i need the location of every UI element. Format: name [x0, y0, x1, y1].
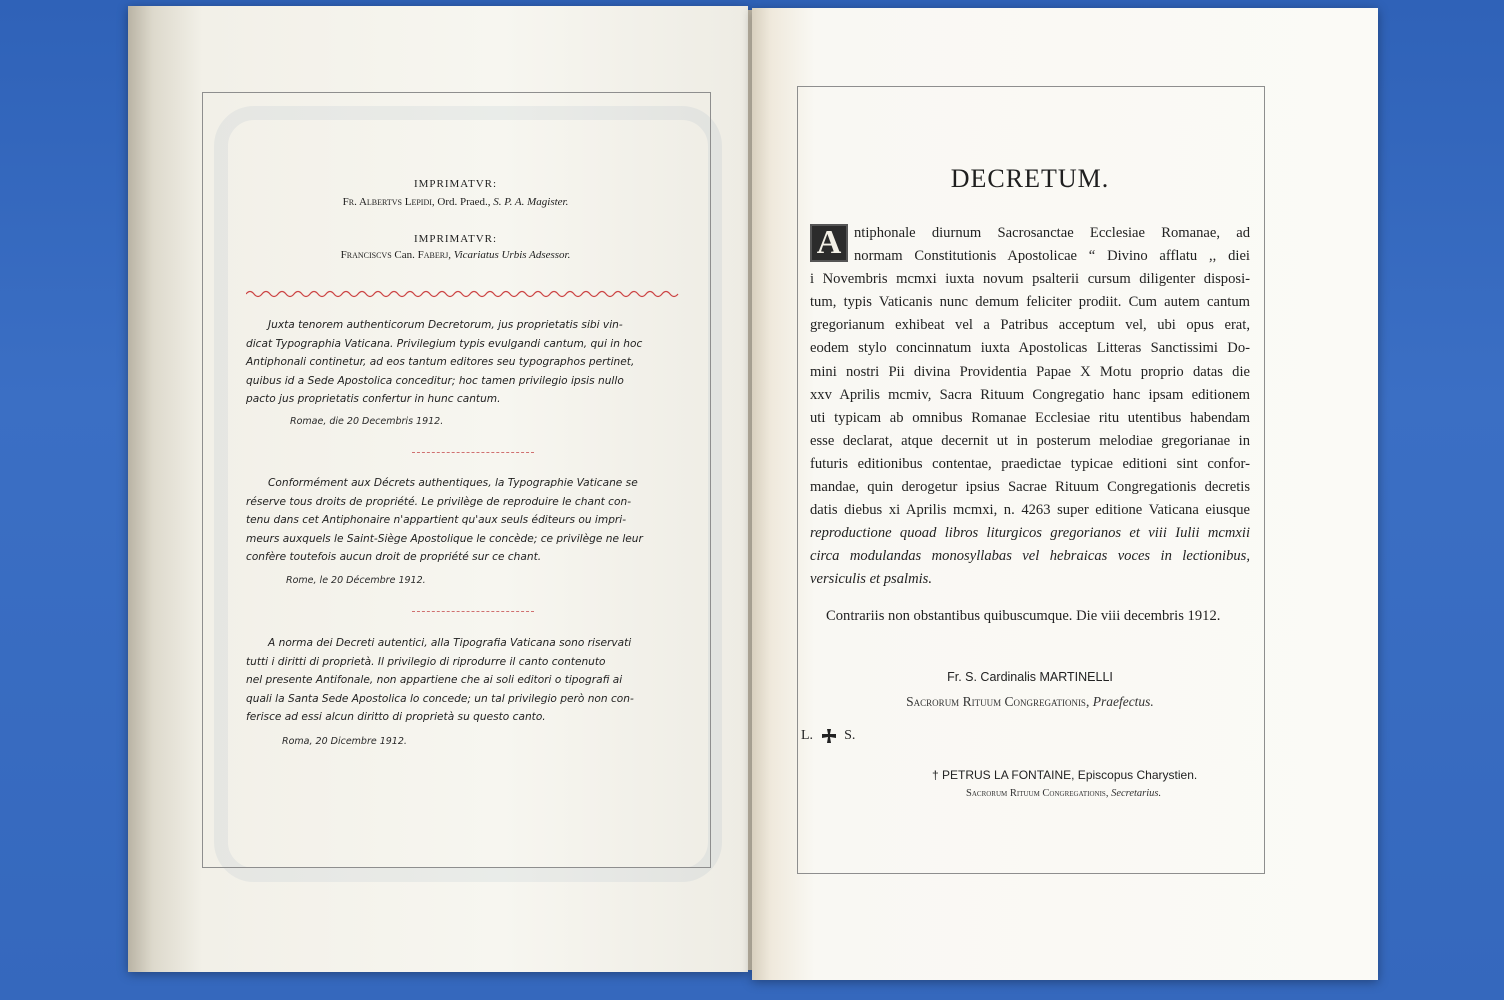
- imprimatur-line-2: [202, 249, 709, 261]
- notice-italian-line: A norma dei Decreti autentici, alla Tipografia Vaticana sono riservati: [268, 637, 632, 649]
- decretum-body-line: eodem stylo concinnatum iuxta Apostolicas Litteras Sanctissimi Do-: [810, 340, 1250, 357]
- divider-1: [412, 452, 534, 454]
- notice-italian-line: quali la Santa Sede Apostolica lo concede; un tal privilegio però non con-: [246, 692, 634, 705]
- decretum-body-line: xxv Aprilis mcmiv, Sacra Rituum Congregatio hanc ipsam editionem: [810, 386, 1250, 403]
- decretum-body: [810, 222, 1250, 592]
- decretum-body-line: reproductione quoad libros liturgicos gregorianos et viii Iulii mcmxii: [810, 525, 1250, 542]
- decretum-body-line: mini nostri Pii divina Providentia Papae X Motu proprio datas die: [810, 363, 1250, 380]
- imprimatur-1-order: , Ord. Praed.,: [431, 196, 494, 208]
- imprimatur-heading-2: IMPRIMATVR:: [413, 233, 498, 245]
- signatory-2-title: [966, 788, 1161, 799]
- closing-clause: Contrariis non obstantibus quibuscumque. Die viii decembris 1912.: [826, 608, 1221, 624]
- decretum-body-line: esse declarat, atque decernit ut in posterum melodiae gregorianae in: [810, 432, 1250, 449]
- decretum-body-line: gregorianum exhibeat vel a Patribus acceptum vel, ubi opus erat,: [810, 317, 1250, 334]
- decretum-body-line: futuris editionibus contentae, praedictae typicae editioni sint confor-: [810, 455, 1250, 472]
- decretum-body-line: ntiphonale diurnum Sacrosanctae Ecclesiae Romanae, ad: [854, 225, 1250, 241]
- cross-seal-icon: [821, 728, 837, 744]
- notice-french: [246, 474, 682, 567]
- wavy-divider: [246, 288, 682, 300]
- latin-place-date: Romae, die 20 Decembris 1912.: [290, 416, 444, 427]
- divider-2: [412, 611, 534, 613]
- imprimatur-2-title: , Vicariatus Urbis Adsessor.: [448, 249, 571, 261]
- notice-french-line: Conformément aux Décrets authentiques, la Typographie Vaticane se: [268, 477, 638, 489]
- signatory-1-name: Fr. S. Cardinalis MARTINELLI: [947, 670, 1113, 684]
- decretum-body-line: versiculis et psalmis.: [810, 571, 933, 588]
- notice-latin-line: pacto jus proprietatis confertur in hunc cantum.: [246, 393, 501, 406]
- decretum-body-line: tum, typis Vaticanis nunc demum feliciter prodiit. Cum autem cantum: [810, 294, 1250, 311]
- notice-latin: [246, 316, 682, 409]
- notice-french-line: meurs auxquels le Saint-Siège Apostolique le concède; ce privilège ne leur: [246, 532, 643, 545]
- decretum-body-line: normam Constitutionis Apostolicae “ Divino afflatu ,, diei: [854, 248, 1250, 265]
- italian-place-date: Roma, 20 Dicembre 1912.: [282, 736, 407, 747]
- imprimatur-1-title: S. P. A. Magister.: [493, 196, 569, 208]
- imprimatur-2-mid: Can.: [391, 249, 418, 261]
- signatory-2-name: † PETRUS LA FONTAINE, Episcopus Charystien.: [932, 768, 1198, 782]
- seal-left-letter: L.: [801, 728, 814, 744]
- notice-latin-line: dicat Typographia Vaticana. Privilegium typis evulgandi cantum, qui in hoc: [246, 337, 643, 350]
- notice-french-line: tenu dans cet Antiphonaire n'appartient qu'aux seuls éditeurs ou impri-: [246, 514, 627, 527]
- decretum-body-line: i Novembris mcmxi iuxta novum psalterii cursum diligenter disposi-: [810, 271, 1250, 288]
- signatory-1-title-text: Sacrorum Rituum Congregationis,: [906, 694, 1093, 709]
- notice-italian-line: ferisce ad essi alcun diritto di proprietà su questo canto.: [246, 711, 546, 724]
- signatory-1-role: Praefectus.: [1092, 694, 1154, 709]
- notice-italian-line: tutti i diritti di proprietà. Il privilegio di riprodurre il canto contenuto: [246, 655, 606, 668]
- seal-right-letter: S.: [844, 728, 856, 744]
- decretum-body-line: uti typicam ab omnibus Romanae Ecclesiae ritu utentibus habendam: [810, 409, 1250, 426]
- notice-italian: [246, 634, 682, 727]
- notice-italian-line: nel presente Antifonale, non appartiene che ai soli editori o tipografi ai: [246, 674, 623, 687]
- signatory-2-role: Secretarius.: [1111, 788, 1162, 799]
- signatory-2-title-text: Sacrorum Rituum Congregationis,: [966, 788, 1112, 799]
- notice-french-line: réserve tous droits de propriété. Le privilège de reproduire le chant con-: [246, 495, 632, 508]
- decretum-body-line: datis diebus xi Aprilis mcmxi, n. 4263 super editione Vaticana eiusque: [810, 502, 1250, 519]
- imprimatur-line-1: [202, 196, 709, 208]
- notice-latin-line: quibus id a Sede Apostolica conceditur; hoc tamen privilegio ipsis nullo: [246, 374, 624, 387]
- decretum-body-line: circa modulandas monosyllabas vel hebraicas voces in lectionibus,: [810, 548, 1250, 565]
- notice-latin-line: Antiphonali continetur, ad eos tantum editores seu typographos pertinet,: [246, 356, 635, 369]
- signatory-1-title: [797, 694, 1263, 710]
- imprimatur-2-surname: Faberj: [417, 249, 449, 261]
- decretum-body-line: mandae, quin derogetur ipsius Sacrae Rituum Congregationis decretis: [810, 479, 1250, 496]
- seal-mark: [801, 728, 855, 744]
- imprimatur-heading-1: IMPRIMATVR:: [413, 178, 498, 190]
- imprimatur-2-name: Franciscvs: [340, 249, 392, 261]
- drop-cap-initial: A: [810, 224, 848, 262]
- notice-latin-line: Juxta tenorem authenticorum Decretorum, jus proprietatis sibi vin-: [268, 319, 623, 331]
- french-place-date: Rome, le 20 Décembre 1912.: [286, 575, 426, 586]
- decretum-title: DECRETUM.: [950, 164, 1110, 193]
- notice-french-line: confère toutefois aucun droit de propriété sur ce chant.: [246, 551, 542, 564]
- imprimatur-1-name: Fr. Albertvs Lepidi: [342, 196, 432, 208]
